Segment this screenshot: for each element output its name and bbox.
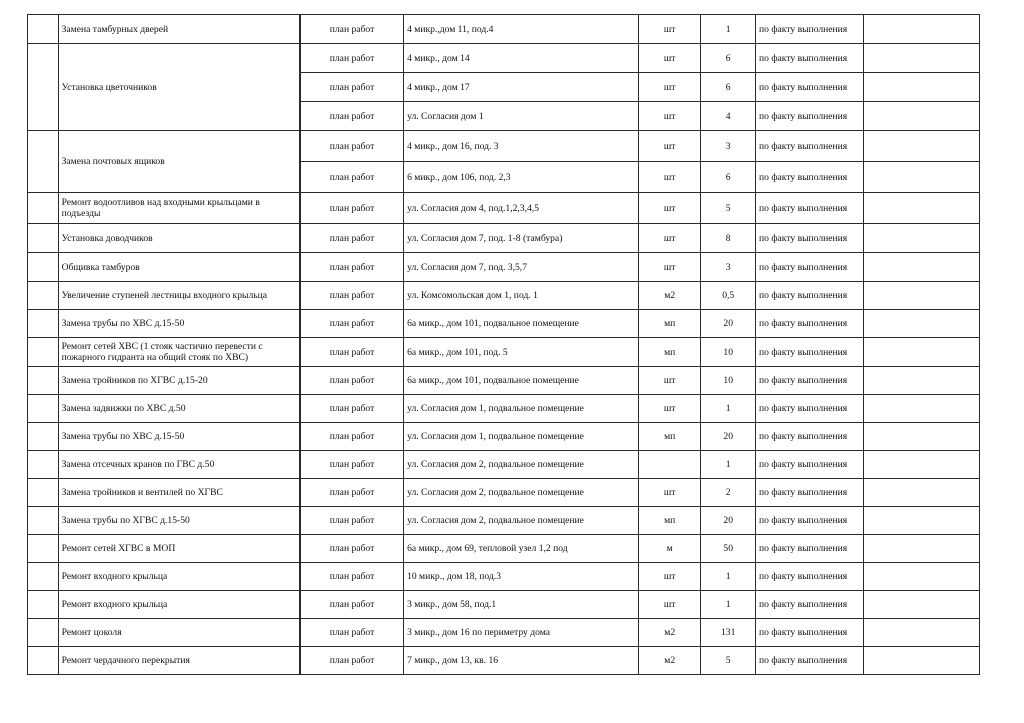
empty-cell bbox=[864, 44, 980, 73]
unit-cell: мп bbox=[638, 310, 700, 338]
quantity-cell: 20 bbox=[701, 423, 756, 451]
table-row bbox=[301, 591, 980, 619]
work-name-row bbox=[28, 367, 300, 395]
work-name-cell: Замена трубы по ХГВС д.15-50 bbox=[58, 507, 299, 535]
empty-cell bbox=[864, 535, 980, 563]
quantity-cell: 8 bbox=[701, 224, 756, 253]
work-name-cell: Ремонт входного крыльца bbox=[58, 591, 299, 619]
note-cell: по факту выполнения bbox=[755, 451, 863, 479]
work-name-row bbox=[28, 479, 300, 507]
empty-cell bbox=[864, 451, 980, 479]
note-cell: по факту выполнения bbox=[755, 367, 863, 395]
note-cell: по факту выполнения bbox=[755, 423, 863, 451]
row-marker-cell bbox=[28, 647, 59, 675]
empty-cell bbox=[864, 395, 980, 423]
table-row bbox=[301, 479, 980, 507]
quantity-cell: 131 bbox=[701, 619, 756, 647]
quantity-cell: 3 bbox=[701, 253, 756, 282]
note-cell: по факту выполнения bbox=[755, 535, 863, 563]
quantity-cell: 2 bbox=[701, 479, 756, 507]
table-row bbox=[301, 253, 980, 282]
row-marker-cell bbox=[28, 423, 59, 451]
note-cell: по факту выполнения bbox=[755, 73, 863, 102]
table-row bbox=[301, 224, 980, 253]
table-row bbox=[301, 73, 980, 102]
table-row bbox=[301, 44, 980, 73]
row-marker-cell bbox=[28, 451, 59, 479]
empty-cell bbox=[864, 647, 980, 675]
work-name-table bbox=[27, 14, 300, 675]
work-name-cell: Замена трубы по ХВС д.15-50 bbox=[58, 310, 299, 338]
work-name-row bbox=[28, 282, 300, 310]
quantity-cell: 20 bbox=[701, 310, 756, 338]
work-name-cell: Ремонт сетей ХВС (1 стояк частично перевести с пожарного гидранта на общий стояк по ХВС) bbox=[58, 338, 299, 367]
row-marker-cell bbox=[28, 44, 59, 131]
table-row bbox=[301, 310, 980, 338]
work-name-cell: Ремонт цоколя bbox=[58, 619, 299, 647]
unit-cell: м2 bbox=[638, 619, 700, 647]
quantity-cell: 5 bbox=[701, 647, 756, 675]
row-marker-cell bbox=[28, 15, 59, 44]
work-name-row bbox=[28, 591, 300, 619]
note-cell: по факту выполнения bbox=[755, 15, 863, 44]
quantity-cell: 4 bbox=[701, 102, 756, 131]
quantity-cell: 5 bbox=[701, 193, 756, 224]
row-marker-cell bbox=[28, 253, 59, 282]
plan-cell: план работ bbox=[301, 367, 404, 395]
address-cell: ул. Комсомольская дом 1, под. 1 bbox=[404, 282, 639, 310]
table-row bbox=[301, 367, 980, 395]
table-row bbox=[301, 131, 980, 162]
quantity-cell: 1 bbox=[701, 451, 756, 479]
address-cell: 4 микр., дом 14 bbox=[404, 44, 639, 73]
table-row bbox=[301, 619, 980, 647]
address-cell: ул. Согласия дом 1 bbox=[404, 102, 639, 131]
empty-cell bbox=[864, 423, 980, 451]
empty-cell bbox=[864, 253, 980, 282]
address-cell: 6 микр., дом 106, под. 2,3 bbox=[404, 162, 639, 193]
unit-cell: м2 bbox=[638, 282, 700, 310]
note-cell: по факту выполнения bbox=[755, 591, 863, 619]
work-name-row bbox=[28, 15, 300, 44]
note-cell: по факту выполнения bbox=[755, 479, 863, 507]
quantity-cell: 10 bbox=[701, 338, 756, 367]
work-name-row bbox=[28, 395, 300, 423]
empty-cell bbox=[864, 224, 980, 253]
table-row bbox=[301, 102, 980, 131]
unit-cell: мп bbox=[638, 507, 700, 535]
row-marker-cell bbox=[28, 563, 59, 591]
work-name-cell: Замена трубы по ХВС д.15-50 bbox=[58, 423, 299, 451]
plan-cell: план работ bbox=[301, 193, 404, 224]
quantity-cell: 1 bbox=[701, 591, 756, 619]
unit-cell: м bbox=[638, 535, 700, 563]
plan-cell: план работ bbox=[301, 15, 404, 44]
address-cell: ул. Согласия дом 7, под. 1-8 (тамбура) bbox=[404, 224, 639, 253]
plan-cell: план работ bbox=[301, 479, 404, 507]
work-name-row bbox=[28, 451, 300, 479]
unit-cell: шт bbox=[638, 367, 700, 395]
unit-cell: шт bbox=[638, 102, 700, 131]
empty-cell bbox=[864, 507, 980, 535]
address-cell: 6а микр., дом 101, подвальное помещение bbox=[404, 310, 639, 338]
work-name-cell: Замена тамбурных дверей bbox=[58, 15, 299, 44]
work-name-cell: Установка цветочников bbox=[58, 44, 299, 131]
row-marker-cell bbox=[28, 193, 59, 224]
address-cell: 6а микр., дом 101, подвальное помещение bbox=[404, 367, 639, 395]
table-row bbox=[301, 282, 980, 310]
unit-cell: шт bbox=[638, 563, 700, 591]
work-name-cell: Общивка тамбуров bbox=[58, 253, 299, 282]
table-row bbox=[301, 162, 980, 193]
note-cell: по факту выполнения bbox=[755, 102, 863, 131]
note-cell: по факту выполнения bbox=[755, 253, 863, 282]
unit-cell: шт bbox=[638, 15, 700, 44]
address-cell: 10 микр., дом 18, под.3 bbox=[404, 563, 639, 591]
address-cell: ул. Согласия дом 1, подвальное помещение bbox=[404, 395, 639, 423]
work-name-cell: Ремонт водоотливов над входными крыльцами в подъезды bbox=[58, 193, 299, 224]
quantity-cell: 6 bbox=[701, 73, 756, 102]
empty-cell bbox=[864, 619, 980, 647]
quantity-cell: 10 bbox=[701, 367, 756, 395]
address-cell: 6а микр., дом 69, тепловой узел 1,2 под bbox=[404, 535, 639, 563]
note-cell: по факту выполнения bbox=[755, 647, 863, 675]
work-name-cell: Увеличение ступеней лестницы входного крыльца bbox=[58, 282, 299, 310]
plan-cell: план работ bbox=[301, 395, 404, 423]
note-cell: по факту выполнения bbox=[755, 619, 863, 647]
address-cell: ул. Согласия дом 2, подвальное помещение bbox=[404, 507, 639, 535]
unit-cell: шт bbox=[638, 193, 700, 224]
quantity-cell: 20 bbox=[701, 507, 756, 535]
table-row bbox=[301, 193, 980, 224]
row-marker-cell bbox=[28, 282, 59, 310]
quantity-cell: 50 bbox=[701, 535, 756, 563]
note-cell: по факту выполнения bbox=[755, 282, 863, 310]
table-row bbox=[301, 507, 980, 535]
work-name-row bbox=[28, 131, 300, 193]
note-cell: по факту выполнения bbox=[755, 131, 863, 162]
table-row bbox=[301, 338, 980, 367]
row-marker-cell bbox=[28, 338, 59, 367]
unit-cell: мп bbox=[638, 423, 700, 451]
empty-cell bbox=[864, 102, 980, 131]
note-cell: по факту выполнения bbox=[755, 310, 863, 338]
plan-cell: план работ bbox=[301, 338, 404, 367]
address-cell: 3 микр., дом 58, под.1 bbox=[404, 591, 639, 619]
plan-cell: план работ bbox=[301, 535, 404, 563]
work-name-cell: Установка доводчиков bbox=[58, 224, 299, 253]
unit-cell: шт bbox=[638, 479, 700, 507]
quantity-cell: 3 bbox=[701, 131, 756, 162]
unit-cell: шт bbox=[638, 224, 700, 253]
empty-cell bbox=[864, 162, 980, 193]
work-name-row bbox=[28, 44, 300, 131]
row-marker-cell bbox=[28, 619, 59, 647]
work-name-row bbox=[28, 423, 300, 451]
row-marker-cell bbox=[28, 507, 59, 535]
note-cell: по факту выполнения bbox=[755, 44, 863, 73]
empty-cell bbox=[864, 310, 980, 338]
row-marker-cell bbox=[28, 310, 59, 338]
work-name-cell: Ремонт чердачного перекрытия bbox=[58, 647, 299, 675]
row-marker-cell bbox=[28, 131, 59, 193]
unit-cell: шт bbox=[638, 162, 700, 193]
plan-cell: план работ bbox=[301, 73, 404, 102]
plan-cell: план работ bbox=[301, 591, 404, 619]
quantity-cell: 1 bbox=[701, 563, 756, 591]
address-cell: 3 микр., дом 16 по периметру дома bbox=[404, 619, 639, 647]
empty-cell bbox=[864, 193, 980, 224]
plan-cell: план работ bbox=[301, 423, 404, 451]
work-name-cell: Замена отсечных кранов по ГВС д.50 bbox=[58, 451, 299, 479]
work-name-cell: Замена тройников по ХГВС д.15-20 bbox=[58, 367, 299, 395]
unit-cell: шт bbox=[638, 131, 700, 162]
address-cell: 4 микр., дом 16, под. 3 bbox=[404, 131, 639, 162]
row-marker-cell bbox=[28, 395, 59, 423]
row-marker-cell bbox=[28, 479, 59, 507]
work-name-row bbox=[28, 563, 300, 591]
plan-cell: план работ bbox=[301, 310, 404, 338]
work-name-cell: Ремонт входного крыльца bbox=[58, 563, 299, 591]
work-name-row bbox=[28, 338, 300, 367]
table-row bbox=[301, 563, 980, 591]
address-cell: ул. Согласия дом 2, подвальное помещение bbox=[404, 479, 639, 507]
table-row bbox=[301, 423, 980, 451]
address-cell: 7 микр., дом 13, кв. 16 bbox=[404, 647, 639, 675]
quantity-cell: 0,5 bbox=[701, 282, 756, 310]
work-name-cell: Замена задвижки по ХВС д.50 bbox=[58, 395, 299, 423]
address-cell: 6а микр., дом 101, под. 5 bbox=[404, 338, 639, 367]
plan-cell: план работ bbox=[301, 282, 404, 310]
work-name-row bbox=[28, 224, 300, 253]
work-name-row bbox=[28, 647, 300, 675]
address-cell: ул. Согласия дом 4, под.1,2,3,4,5 bbox=[404, 193, 639, 224]
empty-cell bbox=[864, 131, 980, 162]
note-cell: по факту выполнения bbox=[755, 224, 863, 253]
unit-cell: шт bbox=[638, 591, 700, 619]
work-name-cell: Ремонт сетей ХГВС в МОП bbox=[58, 535, 299, 563]
empty-cell bbox=[864, 591, 980, 619]
plan-cell: план работ bbox=[301, 619, 404, 647]
unit-cell: шт bbox=[638, 73, 700, 102]
table-row bbox=[301, 647, 980, 675]
note-cell: по факту выполнения bbox=[755, 338, 863, 367]
row-marker-cell bbox=[28, 535, 59, 563]
plan-cell: план работ bbox=[301, 224, 404, 253]
plan-cell: план работ bbox=[301, 451, 404, 479]
unit-cell: шт bbox=[638, 253, 700, 282]
work-name-row bbox=[28, 253, 300, 282]
address-cell: ул. Согласия дом 1, подвальное помещение bbox=[404, 423, 639, 451]
quantity-cell: 1 bbox=[701, 395, 756, 423]
row-marker-cell bbox=[28, 591, 59, 619]
address-cell: 4 микр.,дом 11, под.4 bbox=[404, 15, 639, 44]
address-cell: ул. Согласия дом 2, подвальное помещение bbox=[404, 451, 639, 479]
empty-cell bbox=[864, 282, 980, 310]
quantity-cell: 1 bbox=[701, 15, 756, 44]
plan-cell: план работ bbox=[301, 44, 404, 73]
unit-cell: м2 bbox=[638, 647, 700, 675]
plan-cell: план работ bbox=[301, 162, 404, 193]
work-name-row bbox=[28, 535, 300, 563]
unit-cell: мп bbox=[638, 338, 700, 367]
table-row bbox=[301, 451, 980, 479]
work-name-cell: Замена почтовых ящиков bbox=[58, 131, 299, 193]
unit-cell: шт bbox=[638, 44, 700, 73]
quantity-cell: 6 bbox=[701, 44, 756, 73]
plan-cell: план работ bbox=[301, 131, 404, 162]
address-cell: ул. Согласия дом 7, под. 3,5,7 bbox=[404, 253, 639, 282]
work-name-row bbox=[28, 193, 300, 224]
table-row bbox=[301, 395, 980, 423]
plan-cell: план работ bbox=[301, 563, 404, 591]
quantity-cell: 6 bbox=[701, 162, 756, 193]
empty-cell bbox=[864, 338, 980, 367]
table-row bbox=[301, 15, 980, 44]
note-cell: по факту выполнения bbox=[755, 162, 863, 193]
empty-cell bbox=[864, 15, 980, 44]
note-cell: по факту выполнения bbox=[755, 193, 863, 224]
plan-cell: план работ bbox=[301, 102, 404, 131]
empty-cell bbox=[864, 367, 980, 395]
address-cell: 4 микр., дом 17 bbox=[404, 73, 639, 102]
plan-cell: план работ bbox=[301, 647, 404, 675]
work-name-row bbox=[28, 619, 300, 647]
note-cell: по факту выполнения bbox=[755, 395, 863, 423]
row-marker-cell bbox=[28, 224, 59, 253]
note-cell: по факту выполнения bbox=[755, 507, 863, 535]
empty-cell bbox=[864, 563, 980, 591]
work-details-table bbox=[300, 14, 980, 675]
plan-cell: план работ bbox=[301, 507, 404, 535]
unit-cell bbox=[638, 451, 700, 479]
note-cell: по факту выполнения bbox=[755, 563, 863, 591]
work-name-row bbox=[28, 507, 300, 535]
work-name-cell: Замена тройников и вентилей по ХГВС bbox=[58, 479, 299, 507]
plan-cell: план работ bbox=[301, 253, 404, 282]
work-name-row bbox=[28, 310, 300, 338]
row-marker-cell bbox=[28, 367, 59, 395]
empty-cell bbox=[864, 479, 980, 507]
empty-cell bbox=[864, 73, 980, 102]
table-row bbox=[301, 535, 980, 563]
unit-cell: шт bbox=[638, 395, 700, 423]
